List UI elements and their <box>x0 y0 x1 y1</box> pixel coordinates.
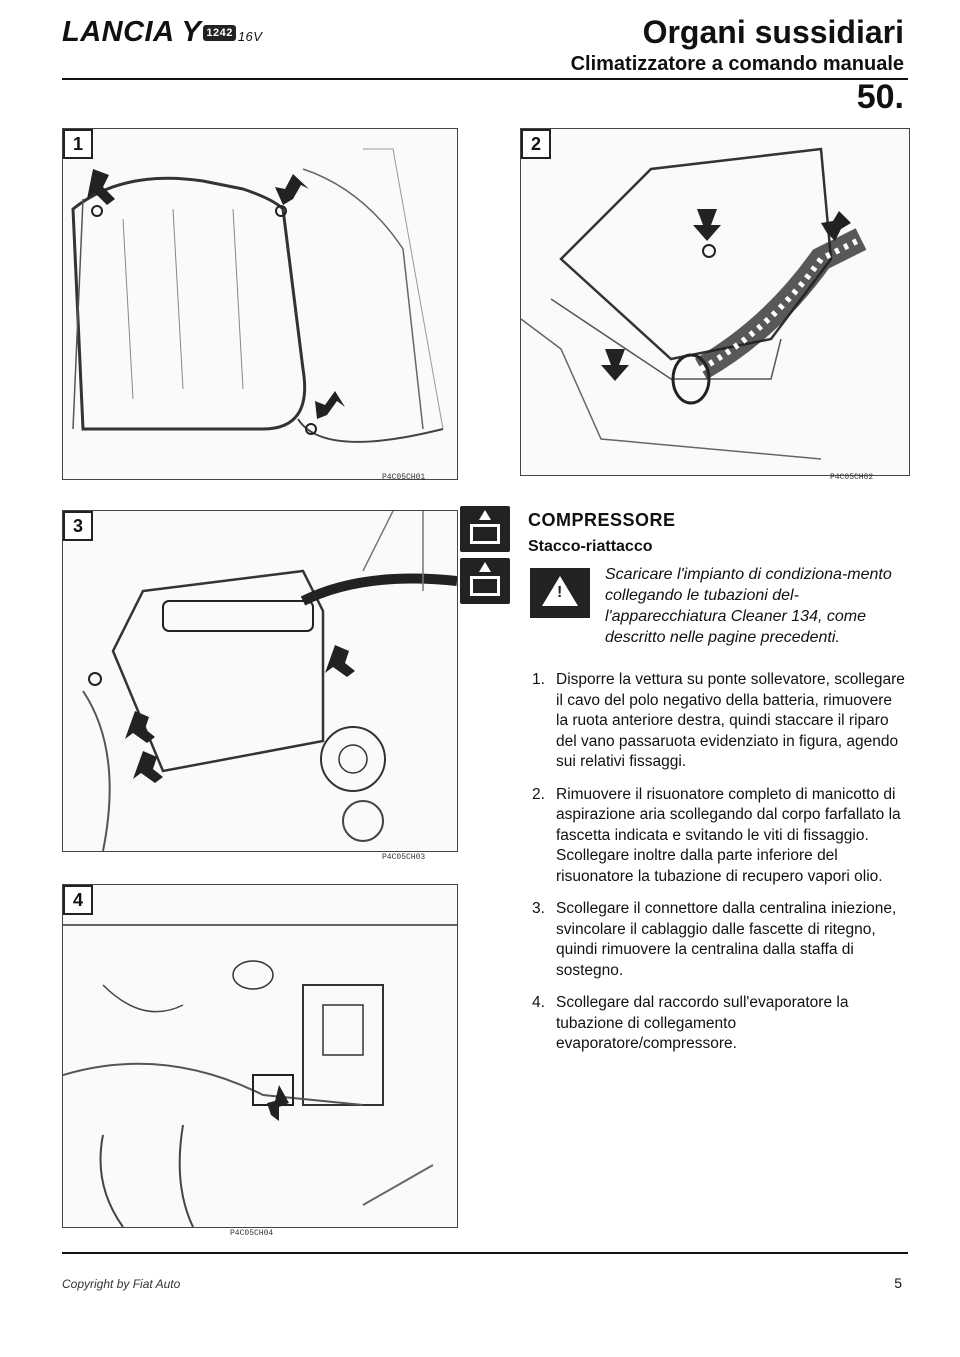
warning-icon: ! <box>530 568 590 618</box>
figure-3-number: 3 <box>63 511 93 541</box>
figure-2 <box>520 128 910 476</box>
header-divider <box>62 78 908 80</box>
section-subtitle: Stacco-riattacco <box>528 538 653 555</box>
figure-2-number: 2 <box>521 129 551 159</box>
page-title: Organi sussidiari <box>642 14 904 50</box>
copyright: Copyright by Fiat Auto <box>62 1277 181 1291</box>
brand-suffix: 16V <box>237 29 263 44</box>
figure-1-number: 1 <box>63 129 93 159</box>
figure-3-caption: P4C05CH03 <box>382 853 426 862</box>
step-4: 4. Scollegare dal raccordo sull'evaporatore la tubazione di collegamento evaporatore/compressore. <box>532 994 849 1052</box>
page-code: 50. <box>856 78 904 116</box>
figure-3 <box>62 510 458 852</box>
figure-4-number: 4 <box>63 885 93 915</box>
figure-2-drawing <box>521 129 909 475</box>
figure-1-caption: P4C05CH01 <box>382 473 426 482</box>
page-number: 5 <box>894 1275 902 1291</box>
brand-name: LANCIA Y <box>62 16 202 48</box>
brand-badge: 1242 <box>203 25 235 41</box>
refit-icon <box>460 558 510 604</box>
warning-note: Scaricare l'impianto di condiziona-mento collegando le tubazioni del-l'apparecchiatura Cleaner 134, come descritto nelle pagine precedenti. <box>605 566 892 646</box>
step-2: 2. Rimuovere il risuonatore completo di manicotto di aspirazione aria scollegando dal corpo farfallato la fascetta indicata e svitando le viti di fissaggio. Scollegare inoltre dalla parte inferiore del risuonatore la tubazione di recupero vapori olio. <box>532 785 901 885</box>
figure-3-drawing <box>63 511 457 851</box>
figure-4-drawing <box>63 885 457 1227</box>
step-1: 1. Disporre la vettura su ponte sollevatore, scollegare il cavo del polo negativo della batteria, rimuovere la ruota anteriore destra, quindi staccare il riparo del vano passaruota evidenziato in figura, agendo sui relativi fissaggi. <box>532 671 905 770</box>
figure-2-caption: P4C05CH02 <box>830 473 874 482</box>
footer-divider <box>62 1252 908 1254</box>
page-subtitle: Climatizzatore a comando manuale <box>570 53 904 75</box>
brand-logo <box>62 16 262 49</box>
removal-icon <box>460 506 510 552</box>
figure-1-drawing <box>63 129 457 479</box>
section-title: COMPRESSORE <box>528 510 676 530</box>
procedure-steps <box>532 670 907 1067</box>
figure-1 <box>62 128 458 480</box>
figure-4-caption: P4C05CH04 <box>230 1229 274 1238</box>
step-3: 3. Scollegare il connettore dalla centralina iniezione, svincolare il cablaggio dalle fascette di ritegno, quindi rimuovere la centralina dalla staffa di sostegno. <box>532 900 897 979</box>
figure-4 <box>62 884 458 1228</box>
